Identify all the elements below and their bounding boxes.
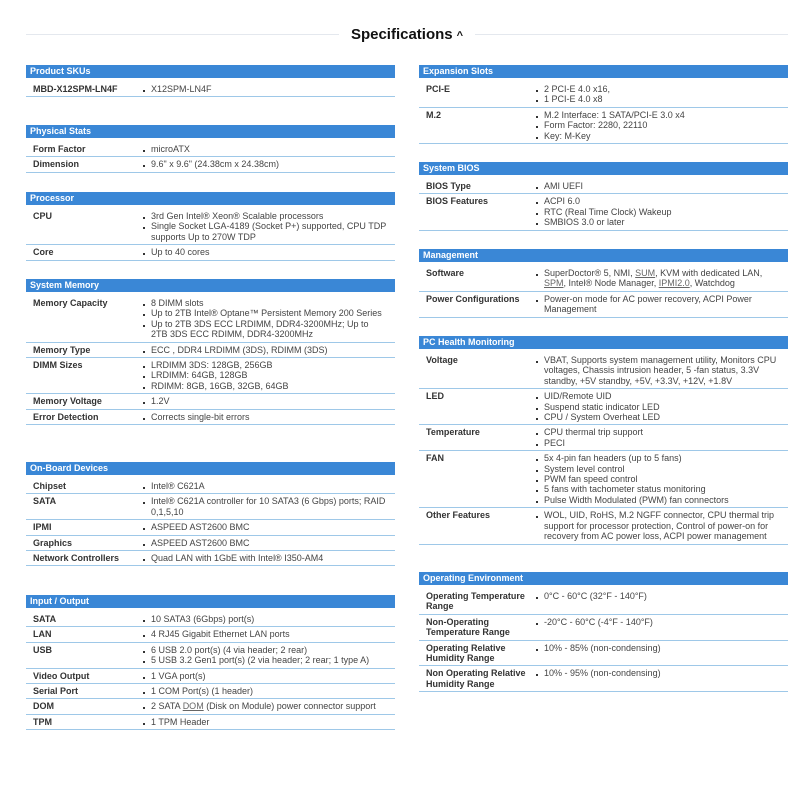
spec-value-text: 0°C - 60°C (32°F - 140°F) xyxy=(544,591,647,601)
spec-value-item xyxy=(534,355,780,386)
spec-row-pci-e xyxy=(419,82,788,108)
spec-values xyxy=(141,345,395,355)
spec-values xyxy=(141,84,395,94)
section-header: Expansion Slots xyxy=(419,65,788,78)
spec-value-item xyxy=(534,402,780,412)
spec-value-text: SMBIOS 3.0 or later xyxy=(544,217,625,228)
spec-value-text: Pulse Width Modulated (PWM) fan connectors xyxy=(544,494,729,505)
spec-label: Operating Relative Humidity Range xyxy=(426,642,506,664)
spec-value-item xyxy=(534,453,780,463)
spec-value-item xyxy=(141,84,387,94)
link-sum[interactable]: SUM xyxy=(635,268,656,278)
spec-values xyxy=(141,360,395,391)
spec-value-item xyxy=(534,427,780,437)
spec-row-cpu xyxy=(26,209,395,245)
spec-values xyxy=(534,591,788,612)
spec-value-item xyxy=(141,538,387,548)
spec-row-led xyxy=(419,389,788,425)
spec-value-item xyxy=(141,247,387,257)
section-system-bios xyxy=(419,162,788,231)
spec-value-text: Suspend static indicator LED xyxy=(544,401,660,412)
spec-value-text: Corrects single-bit errors xyxy=(151,411,250,422)
spec-value-item xyxy=(534,131,780,141)
spec-row-memory-voltage xyxy=(26,394,395,409)
spec-values xyxy=(141,686,395,696)
spec-value-item xyxy=(534,181,780,191)
spec-value-item xyxy=(534,464,780,474)
spec-value-item xyxy=(141,345,387,355)
spec-label: Video Output xyxy=(33,670,90,681)
spec-value-text: LRDIMM: 64GB, 128GB xyxy=(151,370,248,381)
spec-row-mbd-x12spm-ln4f xyxy=(26,82,395,97)
spec-label: M.2 xyxy=(426,109,442,120)
spec-values xyxy=(534,391,788,422)
spec-value-item xyxy=(534,294,780,315)
spec-value-text: , Watchdog xyxy=(689,278,735,289)
spec-value-text: AMI UEFI xyxy=(544,181,584,191)
spec-values xyxy=(141,412,395,422)
spec-label: Non Operating Relative Humidity Range xyxy=(426,668,526,689)
spec-value-text: WOL, UID, RoHS, M.2 NGFF connector, CPU thermal trip support for processor protection, Control of power-on for recovery from AC power loss, ACPI power management xyxy=(544,510,775,542)
section-header: Management xyxy=(419,249,788,262)
spec-value-text: (Disk on Module) power connector support xyxy=(203,701,376,712)
spec-row-non-operating-temperature-range xyxy=(419,615,788,641)
spec-value-item xyxy=(141,319,387,340)
spec-value-item xyxy=(141,308,387,318)
spec-value-text: 1 TPM Header xyxy=(151,716,210,727)
section-expansion-slots xyxy=(419,65,788,144)
spec-value-text: 5 fans with tachometer status monitoring xyxy=(544,484,706,495)
spec-label: BIOS Type xyxy=(426,181,471,191)
spec-values xyxy=(534,268,788,289)
spec-label: Operating Temperature Range xyxy=(426,591,525,612)
spec-value-text: 1 PCI-E 4.0 x8 xyxy=(544,94,603,105)
spec-row-power-configurations xyxy=(419,292,788,318)
spec-values xyxy=(141,538,395,548)
spec-label: USB xyxy=(33,644,53,655)
spec-value-item xyxy=(141,381,387,391)
section-header: Physical Stats xyxy=(26,125,395,138)
spec-value-item xyxy=(534,617,780,627)
spec-value-text: CPU thermal trip support xyxy=(544,427,644,438)
spec-row-temperature xyxy=(419,425,788,451)
section-input-output xyxy=(26,595,395,730)
spec-label: IPMI xyxy=(33,522,52,533)
spec-values xyxy=(534,643,788,664)
spec-values xyxy=(141,211,395,242)
spec-label: Dimension xyxy=(33,159,80,170)
spec-value-text: M.2 Interface: 1 SATA/PCI-E 3.0 x4 xyxy=(544,109,685,120)
spec-value-text: 1 VGA port(s) xyxy=(151,670,206,681)
spec-value-text: X12SPM-LN4F xyxy=(151,84,212,94)
section-header: Product SKUs xyxy=(26,65,395,78)
spec-label: DOM xyxy=(33,701,54,712)
spec-label: DIMM Sizes xyxy=(33,360,83,371)
section-pc-health-monitoring xyxy=(419,336,788,545)
spec-row-chipset xyxy=(26,479,395,494)
divider xyxy=(26,34,339,35)
divider xyxy=(475,34,788,35)
spec-values xyxy=(141,671,395,681)
spec-values xyxy=(141,298,395,340)
spec-value-item xyxy=(534,207,780,217)
specifications-toggle[interactable] xyxy=(339,26,475,43)
spec-value-item xyxy=(141,701,387,711)
spec-label: Software xyxy=(426,268,465,278)
spec-values xyxy=(534,181,788,191)
spec-value-text: 2 PCI-E 4.0 x16, xyxy=(544,84,611,94)
spec-values xyxy=(534,668,788,689)
spec-value-text: PECI xyxy=(544,437,566,448)
spec-value-item xyxy=(534,438,780,448)
spec-row-graphics xyxy=(26,536,395,551)
spec-value-text: RDIMM: 8GB, 16GB, 32GB, 64GB xyxy=(151,380,289,391)
spec-value-item xyxy=(534,120,780,130)
spec-value-item xyxy=(141,655,387,665)
section-management xyxy=(419,249,788,318)
spec-value-item xyxy=(141,221,387,242)
spec-value-text: ASPEED AST2600 BMC xyxy=(151,522,250,533)
spec-label: Error Detection xyxy=(33,411,99,422)
spec-values xyxy=(534,355,788,386)
spec-value-item xyxy=(534,391,780,401)
spec-value-text: UID/Remote UID xyxy=(544,391,612,402)
spec-value-item xyxy=(141,159,387,169)
spec-value-item xyxy=(141,481,387,491)
spec-value-item xyxy=(141,553,387,563)
spec-label: Memory Voltage xyxy=(33,396,102,407)
page-title: Specifications xyxy=(350,25,453,43)
spec-values xyxy=(141,522,395,532)
spec-value-text: Form Factor: 2280, 22110 xyxy=(544,120,648,131)
spec-value-item xyxy=(141,717,387,727)
spec-label: LAN xyxy=(33,629,52,640)
spec-value-text: -20°C - 60°C (-4°F - 140°F) xyxy=(544,616,653,627)
spec-value-item xyxy=(141,686,387,696)
spec-row-form-factor xyxy=(26,142,395,157)
chevron-up-icon: ^ xyxy=(456,29,464,42)
spec-values xyxy=(534,110,788,141)
spec-values xyxy=(141,614,395,624)
spec-values xyxy=(534,453,788,505)
section-system-memory xyxy=(26,279,395,425)
spec-value-item xyxy=(141,614,387,624)
section-header: Operating Environment xyxy=(419,572,788,585)
spec-value-item xyxy=(534,484,780,494)
section-header: PC Health Monitoring xyxy=(419,336,788,349)
spec-label: SATA xyxy=(33,496,57,507)
spec-value-item xyxy=(141,671,387,681)
spec-label: LED xyxy=(426,391,444,402)
spec-row-tpm xyxy=(26,715,395,730)
spec-label: Graphics xyxy=(33,537,73,548)
section-physical-stats xyxy=(26,125,395,173)
spec-label: Non-Operating Temperature Range xyxy=(426,616,510,638)
section-header: System Memory xyxy=(26,279,395,292)
spec-label: MBD-X12SPM-LN4F xyxy=(33,84,118,94)
spec-label: Temperature xyxy=(426,427,480,438)
spec-label: CPU xyxy=(33,211,53,221)
spec-values xyxy=(141,481,395,491)
spec-value-text: VBAT, Supports system management utility, Monitors CPU voltages, Chassis intrusion header, 5 -fan status, 3.3V standby, +5V standby, +5V, +3.3V, +12V, +1.8V xyxy=(544,355,777,386)
spec-label: Memory Capacity xyxy=(33,298,108,308)
spec-values xyxy=(141,629,395,639)
spec-value-text: Quad LAN with 1GbE with Intel® I350-AM4 xyxy=(151,553,324,564)
spec-value-item xyxy=(534,591,780,601)
spec-value-item xyxy=(141,496,387,517)
spec-row-network-controllers xyxy=(26,551,395,566)
section-processor xyxy=(26,192,395,261)
spec-value-item xyxy=(141,144,387,154)
spec-values xyxy=(534,427,788,448)
spec-value-item xyxy=(141,522,387,532)
spec-label: Voltage xyxy=(426,355,458,365)
link-spm[interactable]: SPM xyxy=(544,278,564,289)
spec-value-item xyxy=(534,510,780,541)
spec-values xyxy=(141,645,395,666)
spec-value-text: 1 COM Port(s) (1 header) xyxy=(151,686,254,697)
spec-value-item xyxy=(141,645,387,655)
spec-label: Chipset xyxy=(33,481,67,491)
spec-value-item xyxy=(534,412,780,422)
spec-row-other-features xyxy=(419,508,788,544)
spec-label: Network Controllers xyxy=(33,553,120,564)
spec-value-text: 10 SATA3 (6Gbps) port(s) xyxy=(151,614,255,624)
spec-row-non-operating-relative-humidity-range xyxy=(419,666,788,692)
spec-label: Serial Port xyxy=(33,686,79,697)
spec-value-text: RTC (Real Time Clock) Wakeup xyxy=(544,206,672,217)
spec-row-m-2 xyxy=(419,108,788,144)
spec-row-dom xyxy=(26,699,395,714)
spec-label: Memory Type xyxy=(33,344,91,355)
spec-row-core xyxy=(26,245,395,260)
spec-row-video-output xyxy=(26,669,395,684)
spec-value-text: 5 USB 3.2 Gen1 port(s) (2 via header; 2 rear; 1 type A) xyxy=(151,655,370,666)
spec-value-item xyxy=(141,360,387,370)
spec-value-text: Power-on mode for AC power recovery, ACPI Power Management xyxy=(544,293,752,315)
spec-value-item xyxy=(141,211,387,221)
spec-values xyxy=(534,510,788,541)
spec-value-item xyxy=(534,84,780,94)
section-header: On-Board Devices xyxy=(26,462,395,475)
section-header: Processor xyxy=(26,192,395,205)
spec-value-item xyxy=(534,474,780,484)
spec-value-text: 2 SATA xyxy=(151,701,183,712)
spec-value-text: 10% - 85% (non-condensing) xyxy=(544,642,661,653)
spec-row-fan xyxy=(419,451,788,508)
spec-value-text: Up to 40 cores xyxy=(151,247,210,258)
spec-value-text: 3rd Gen Intel® Xeon® Scalable processors xyxy=(151,211,324,221)
spec-row-operating-temperature-range xyxy=(419,589,788,615)
spec-value-text: Key: M-Key xyxy=(544,130,591,141)
spec-value-item xyxy=(534,110,780,120)
spec-row-dimension xyxy=(26,157,395,172)
spec-value-text: LRDIMM 3DS: 128GB, 256GB xyxy=(151,360,273,371)
spec-value-item xyxy=(141,412,387,422)
spec-values xyxy=(534,84,788,105)
spec-value-text: ASPEED AST2600 BMC xyxy=(151,537,250,548)
spec-value-text: 8 DIMM slots xyxy=(151,298,204,308)
spec-value-item xyxy=(534,196,780,206)
spec-row-sata xyxy=(26,612,395,627)
spec-value-text: microATX xyxy=(151,144,190,154)
spec-value-item xyxy=(141,298,387,308)
spec-value-text: 4 RJ45 Gigabit Ethernet LAN ports xyxy=(151,629,290,640)
spec-label: Other Features xyxy=(426,510,491,521)
spec-value-text: PWM fan speed control xyxy=(544,474,638,485)
spec-row-error-detection xyxy=(26,410,395,425)
spec-label: SATA xyxy=(33,614,57,624)
spec-row-serial-port xyxy=(26,684,395,699)
spec-values xyxy=(534,196,788,227)
spec-row-voltage xyxy=(419,353,788,389)
spec-row-usb xyxy=(26,643,395,669)
specifications-header xyxy=(26,24,788,44)
spec-value-text: Intel® C621A controller for 10 SATA3 (6 Gbps) ports; RAID 0,1,5,10 xyxy=(151,496,386,517)
section-product-skus xyxy=(26,65,395,97)
spec-value-text: Up to 2TB 3DS ECC LRDIMM, DDR4-3200MHz; Up to 2TB 3DS ECC RDIMM, DDR4-3200MHz xyxy=(151,318,369,340)
spec-value-item xyxy=(534,217,780,227)
spec-values xyxy=(141,159,395,169)
spec-values xyxy=(141,553,395,563)
spec-value-item xyxy=(141,370,387,380)
spec-label: BIOS Features xyxy=(426,196,489,207)
spec-values xyxy=(141,144,395,154)
spec-value-text: Up to 2TB Intel® Optane™ Persistent Memory 200 Series xyxy=(151,308,382,319)
spec-label: Core xyxy=(33,247,54,258)
spec-value-item xyxy=(534,495,780,505)
spec-values xyxy=(141,396,395,406)
spec-value-text: ECC , DDR4 LRDIMM (3DS), RDIMM (3DS) xyxy=(151,344,328,355)
spec-row-memory-capacity xyxy=(26,296,395,343)
spec-values xyxy=(141,717,395,727)
spec-value-text: CPU / System Overheat LED xyxy=(544,412,661,423)
spec-values xyxy=(141,247,395,257)
spec-row-ipmi xyxy=(26,520,395,535)
spec-value-text: 1.2V xyxy=(151,396,170,407)
spec-values xyxy=(141,701,395,711)
spec-row-dimm-sizes xyxy=(26,358,395,394)
spec-value-text: ACPI 6.0 xyxy=(544,196,581,207)
spec-row-memory-type xyxy=(26,343,395,358)
spec-value-text: SuperDoctor® 5, NMI, xyxy=(544,268,636,278)
spec-label: PCI-E xyxy=(426,84,451,94)
spec-value-text: Intel® C621A xyxy=(151,481,205,491)
link-ipmi2-0[interactable]: IPMI2.0 xyxy=(658,278,690,289)
spec-row-bios-features xyxy=(419,194,788,230)
spec-value-text: 9.6" x 9.6" (24.38cm x 24.38cm) xyxy=(151,159,279,170)
spec-label: FAN xyxy=(426,453,444,464)
spec-value-item xyxy=(534,668,780,678)
spec-label: TPM xyxy=(33,716,52,727)
spec-row-sata xyxy=(26,494,395,520)
spec-value-text: 10% - 95% (non-condensing) xyxy=(544,668,661,679)
spec-value-text: System level control xyxy=(544,463,625,474)
spec-value-text: Single Socket LGA-4189 (Socket P+) supported, CPU TDP supports Up to 270W TDP xyxy=(151,221,387,242)
spec-value-item xyxy=(534,643,780,653)
spec-value-item xyxy=(141,629,387,639)
spec-row-operating-relative-humidity-range xyxy=(419,641,788,667)
spec-value-item xyxy=(141,396,387,406)
spec-values xyxy=(534,294,788,315)
spec-value-text: , KVM with dedicated LAN, xyxy=(655,268,763,278)
link-dom[interactable]: DOM xyxy=(182,701,204,712)
spec-value-text: , Intel® Node Manager, xyxy=(563,278,659,289)
section-header: Input / Output xyxy=(26,595,395,608)
spec-value-text: 5x 4-pin fan headers (up to 5 fans) xyxy=(544,453,682,464)
spec-value-text: 6 USB 2.0 port(s) (4 via header; 2 rear) xyxy=(151,644,308,655)
spec-label: Form Factor xyxy=(33,144,86,154)
spec-row-software xyxy=(419,266,788,292)
spec-row-bios-type xyxy=(419,179,788,194)
spec-values xyxy=(534,617,788,638)
section-header: System BIOS xyxy=(419,162,788,175)
spec-value-item xyxy=(534,94,780,104)
section-on-board-devices xyxy=(26,462,395,566)
spec-values xyxy=(141,496,395,517)
spec-value-item xyxy=(534,268,780,289)
section-operating-environment xyxy=(419,572,788,692)
spec-label: Power Configurations xyxy=(426,293,520,304)
spec-row-lan xyxy=(26,627,395,642)
